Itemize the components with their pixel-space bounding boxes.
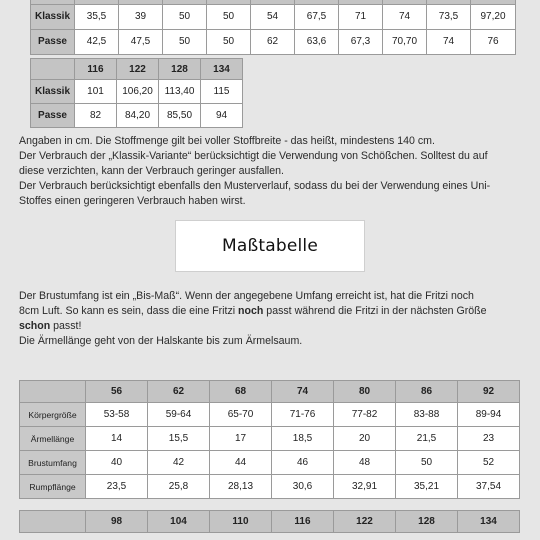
column-header: 116 (75, 59, 117, 80)
column-header: 104 (148, 511, 210, 533)
table-cell: 50 (396, 451, 458, 475)
table-header-row (31, 59, 243, 80)
table-cell: 63,6 (295, 29, 339, 54)
table-cell: 113,40 (159, 80, 201, 104)
fabric-consumption-table-1 (30, 0, 516, 55)
table-cell: 71-76 (272, 403, 334, 427)
table-corner-cell (20, 511, 86, 533)
column-header: 110 (210, 511, 272, 533)
column-header: 56 (86, 381, 148, 403)
table-cell: 35,21 (396, 475, 458, 499)
table-cell: 18,5 (272, 427, 334, 451)
text-line: diese verzichten, kann der Verbrauch geringer ausfallen. (19, 165, 285, 177)
table-cell: 39 (119, 4, 163, 29)
table-cell: 15,5 (148, 427, 210, 451)
size-table-2 (19, 510, 520, 533)
table-cell: 85,50 (159, 104, 201, 128)
table-header-row (20, 511, 520, 533)
table-cell: 44 (210, 451, 272, 475)
text-span: passt während die Fritzi in der nächsten Größe (263, 305, 487, 317)
table-cell: 67,5 (295, 4, 339, 29)
row-label: Klassik (31, 4, 75, 29)
table-cell: 28,13 (210, 475, 272, 499)
column-header: 68 (210, 381, 272, 403)
table-cell: 82 (75, 104, 117, 128)
column-header: 134 (201, 59, 243, 80)
table-cell: 89-94 (458, 403, 520, 427)
table-cell: 77-82 (334, 403, 396, 427)
table-row-koerpergroesse (20, 403, 520, 427)
table-cell: 53-58 (86, 403, 148, 427)
table-cell: 14 (86, 427, 148, 451)
column-header: 128 (396, 511, 458, 533)
table-cell: 74 (427, 29, 471, 54)
row-label: Klassik (31, 80, 75, 104)
table-cell: 59-64 (148, 403, 210, 427)
table-cell: 52 (458, 451, 520, 475)
text-line: Stoffes einen geringeren Verbrauch haben wirst. (19, 195, 246, 207)
text-span: 8cm Luft. So kann es sein, dass die eine Fritzi (19, 305, 239, 317)
table-cell: 54 (251, 4, 295, 29)
column-header: 98 (86, 511, 148, 533)
table-cell: 50 (207, 4, 251, 29)
size-table-1 (19, 380, 520, 499)
row-label: Körpergröße (20, 403, 86, 427)
table-cell: 35,5 (75, 4, 119, 29)
table-corner-cell (20, 381, 86, 403)
text-line (19, 319, 524, 334)
table-cell: 76 (471, 29, 516, 54)
size-notes-paragraph (19, 289, 524, 349)
table-cell: 46 (272, 451, 334, 475)
table-cell: 74 (383, 4, 427, 29)
table-cell: 42,5 (75, 29, 119, 54)
table-cell: 97,20 (471, 4, 516, 29)
text-line (19, 304, 524, 319)
text-line: Der Verbrauch der „Klassik-Variante“ berücksichtigt die Verwendung von Schößchen. Solltest du auf (19, 150, 488, 162)
section-label-box (175, 220, 365, 272)
row-label: Brustumfang (20, 451, 86, 475)
table-cell: 71 (339, 4, 383, 29)
text-line: Der Verbrauch berücksichtigt ebenfalls den Musterverlauf, sodass du bei der Verwendung eines Uni- (19, 180, 491, 192)
fabric-consumption-table-2 (30, 58, 243, 128)
text-line: Angaben in cm. Die Stoffmenge gilt bei voller Stoffbreite - das heißt, mindestens 140 cm. (19, 135, 435, 147)
table-cell: 106,20 (117, 80, 159, 104)
table-cell: 65-70 (210, 403, 272, 427)
table-cell: 50 (207, 29, 251, 54)
table-cell: 37,54 (458, 475, 520, 499)
column-header: 92 (458, 381, 520, 403)
column-header: 80 (334, 381, 396, 403)
table-cell: 25,8 (148, 475, 210, 499)
table-row-aermellaenge (20, 427, 520, 451)
table-cell: 42 (148, 451, 210, 475)
column-header: 128 (159, 59, 201, 80)
table-cell: 32,91 (334, 475, 396, 499)
table-cell: 94 (201, 104, 243, 128)
table-cell: 50 (163, 4, 207, 29)
bold-text: schon (19, 320, 51, 332)
table-cell: 50 (163, 29, 207, 54)
text-line: Der Brustumfang ist ein „Bis-Maß“. Wenn der angegebene Umfang erreicht ist, hat die Fritzi noch (19, 290, 474, 302)
table-row-brustumfang (20, 451, 520, 475)
table-cell: 17 (210, 427, 272, 451)
table-row-klassik (31, 4, 516, 29)
column-header: 62 (148, 381, 210, 403)
table-cell: 23 (458, 427, 520, 451)
table-header-row (20, 381, 520, 403)
table-cell: 73,5 (427, 4, 471, 29)
table-row-rumpflaenge (20, 475, 520, 499)
bold-text: noch (238, 305, 264, 317)
column-header: 134 (458, 511, 520, 533)
table-cell: 62 (251, 29, 295, 54)
row-label: Passe (31, 29, 75, 54)
column-header: 86 (396, 381, 458, 403)
table-corner-cell (31, 59, 75, 80)
fabric-notes-paragraph (19, 134, 524, 209)
table-cell: 115 (201, 80, 243, 104)
table-cell: 70,70 (383, 29, 427, 54)
table-cell: 20 (334, 427, 396, 451)
text-line: Die Ärmellänge geht von der Halskante bis zum Ärmelsaum. (19, 335, 303, 347)
table-cell: 47,5 (119, 29, 163, 54)
row-label: Rumpflänge (20, 475, 86, 499)
text-span: passt! (50, 320, 82, 332)
column-header: 122 (334, 511, 396, 533)
column-header: 74 (272, 381, 334, 403)
column-header: 122 (117, 59, 159, 80)
column-header: 116 (272, 511, 334, 533)
table-cell: 83-88 (396, 403, 458, 427)
table-cell: 23,5 (86, 475, 148, 499)
table-cell: 30,6 (272, 475, 334, 499)
table-row-passe (31, 29, 516, 54)
table-cell: 40 (86, 451, 148, 475)
table-cell: 101 (75, 80, 117, 104)
table-cell: 84,20 (117, 104, 159, 128)
table-row-passe (31, 104, 243, 128)
table-cell: 67,3 (339, 29, 383, 54)
table-cell: 21,5 (396, 427, 458, 451)
section-label: Maßtabelle (221, 236, 319, 256)
table-cell: 48 (334, 451, 396, 475)
row-label: Passe (31, 104, 75, 128)
table-row-klassik (31, 80, 243, 104)
row-label: Ärmellänge (20, 427, 86, 451)
